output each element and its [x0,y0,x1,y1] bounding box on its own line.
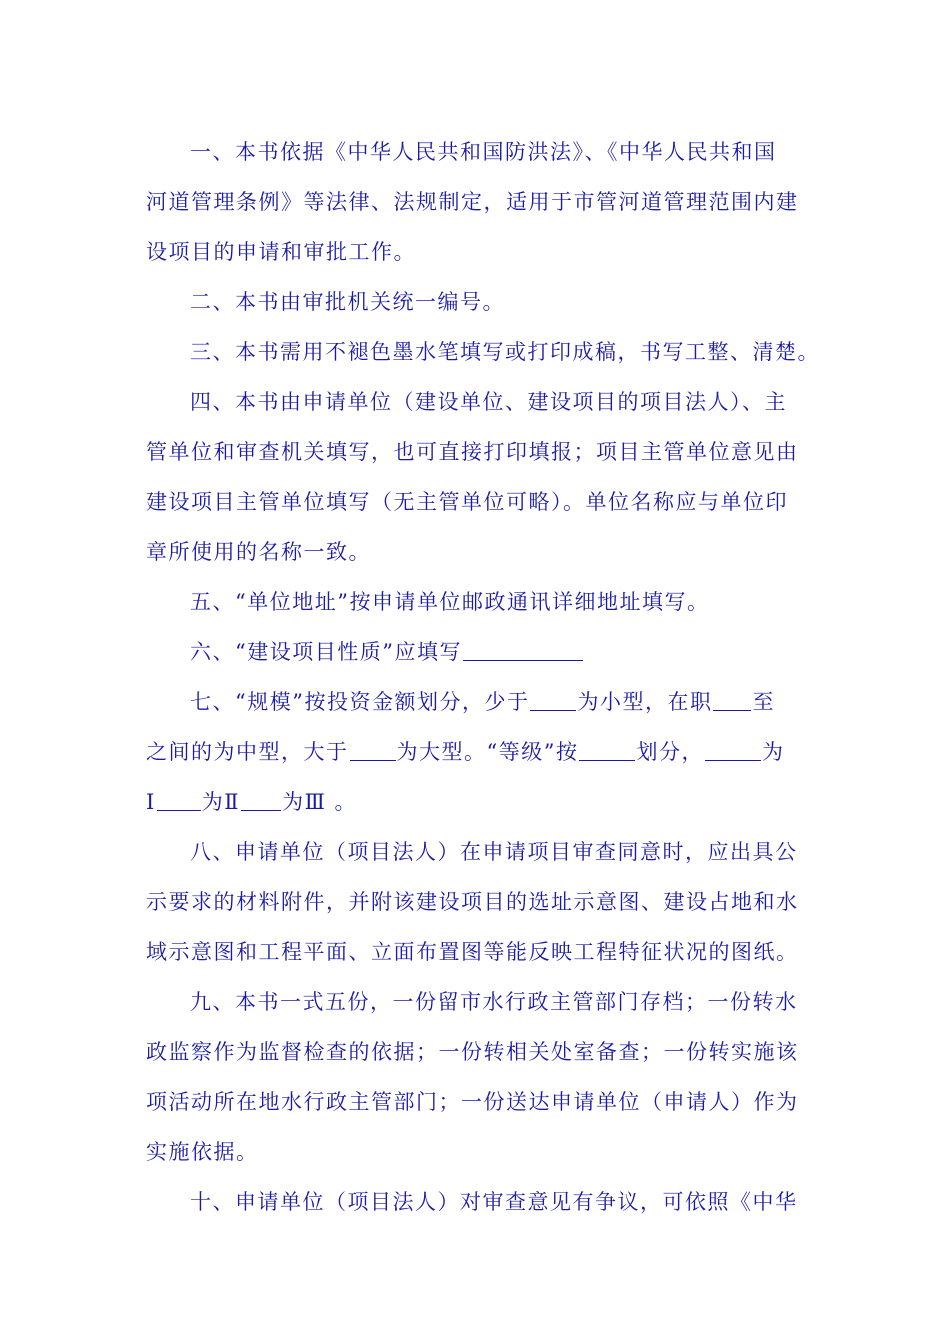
paragraph-2: 二、本书由审批机关统一编号。 [190,290,505,314]
paragraph-1-line-1: 一、本书依据《中华人民共和国防洪法》、《中华人民共和国 [190,140,777,164]
small-scale-blank [530,688,576,711]
grade-basis-blank [579,738,635,761]
paragraph-1-line-2: 河道管理条例》等法律、法规制定，适用于市管河道管理范围内建 [146,190,799,214]
paragraph-4-line-1: 四、本书由申请单位（建设单位、建设项目的项目法人）、主 [190,390,787,414]
paragraph-4-line-2: 管单位和审查机关填写，也可直接打印填报；项目主管单位意见由 [146,440,799,464]
project-nature-blank [463,638,583,661]
paragraph-9-line-4: 实施依据。 [146,1140,259,1164]
p7-text-i: 为Ⅱ [201,790,241,814]
p7-text-a: 七、“规模”按投资金额划分，少于 [190,690,530,714]
paragraph-6 [190,632,806,672]
paragraph-4-line-4: 章所使用的名称一致。 [146,540,371,564]
paragraph-9-line-3: 项活动所在地水行政主管部门；一份送达申请单位（申请人）作为 [146,1090,799,1114]
p7-text-c: 至 [752,690,775,714]
paragraph-1-line-3: 设项目的申请和审批工作。 [146,240,416,264]
paragraph-5: 五、“单位地址”按申请单位邮政通讯详细地址填写。 [190,590,710,614]
paragraph-6-text: 六、“建设项目性质”应填写 [190,640,462,664]
paragraph-8-line-3: 域示意图和工程平面、立面布置图等能反映工程特征状况的图纸。 [146,940,799,964]
paragraph-3: 三、本书需用不褪色墨水笔填写或打印成稿，书写工整、清楚。 [190,340,820,364]
grade-two-blank [157,788,201,811]
p7-text-b: 为小型，在职 [577,690,713,714]
paragraph-8-line-1: 八、申请单位（项目法人）在申请项目审查同意时，应出具公 [190,840,798,864]
paragraph-4-line-3: 建设项目主管单位填写（无主管单位可略）。单位名称应与单位印 [146,490,788,514]
medium-range-start-blank [713,688,751,711]
p7-text-e: 为大型。“等级”按 [396,740,579,764]
large-scale-blank [350,738,396,761]
p7-text-g: 为 [761,740,785,764]
paragraph-7-line-3 [146,782,806,822]
grade-three-blank [241,788,281,811]
p7-text-h: Ⅰ [146,790,156,814]
paragraph-8-line-2: 示要求的材料附件，并附该建设项目的选址示意图、建设占地和水 [146,890,799,914]
paragraph-7-line-2 [146,732,806,772]
paragraph-7-line-1 [190,682,806,722]
p7-text-j: 为Ⅲ 。 [282,790,358,814]
paragraph-10-line-1: 十、申请单位（项目法人）对审查意见有争议，可依照《中华 [190,1190,798,1214]
p7-text-f: 划分， [636,740,704,764]
grade-one-blank [705,738,761,761]
p7-text-d: 之间的为中型，大于 [146,740,349,764]
paragraph-9-line-2: 政监察作为监督检查的依据；一份转相关处室备查；一份转实施该 [146,1040,799,1064]
paragraph-9-line-1: 九、本书一式五份，一份留市水行政主管部门存档；一份转水 [190,990,798,1014]
